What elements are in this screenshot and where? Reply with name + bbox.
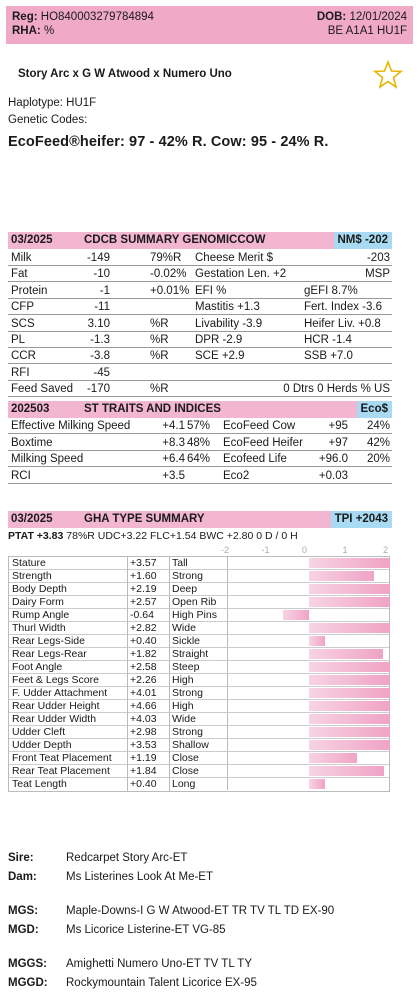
type-trait-row (9, 700, 389, 713)
cdcb-cell: Gestation Len. +2 (195, 268, 287, 281)
reg-number: HO840003279784894 (40, 11, 154, 23)
trait-bar (309, 766, 384, 776)
type-trait-row (9, 596, 389, 609)
type-trait-row (9, 726, 389, 739)
cdcb-cell: 79%R (150, 252, 182, 264)
type-trait-row (9, 609, 389, 622)
trait-bar (309, 675, 390, 685)
cdcb-cell: -170 (86, 383, 110, 396)
trait-bar (309, 584, 390, 594)
nm-dollar-badge: NM$ -202 (334, 232, 393, 249)
gha-title: GHA TYPE SUMMARY (84, 513, 205, 525)
cdcb-cell: +0.01% (150, 284, 190, 297)
trait-descriptor: High (169, 674, 227, 687)
trait-name: Rear Teat Placement (12, 765, 110, 777)
trait-bar (309, 727, 390, 737)
cdcb-row (8, 266, 392, 282)
trait-bar (309, 649, 383, 659)
cdcb-cell: SCS (11, 317, 35, 330)
st-cell: RCI (11, 469, 31, 482)
cdcb-cell: gEFI 8.7% (304, 284, 358, 297)
cdcb-row (8, 283, 392, 299)
eco-dollar-badge: Eco$ (357, 401, 393, 418)
pedigree-label: MGD: (8, 924, 39, 936)
animal-header (6, 6, 413, 44)
type-trait-row (9, 713, 389, 726)
type-traits-table (8, 556, 390, 792)
pedigree-name: Amighetti Numero Uno-ET TV TL TY (66, 958, 252, 970)
cdcb-cell: %R (150, 383, 169, 396)
trait-bar-area (227, 622, 389, 634)
ecofeed-summary: EcoFeed®heifer: 97 - 42% R. Cow: 95 - 24% R. (8, 134, 329, 150)
trait-name: Feet & Legs Score (12, 674, 99, 686)
type-trait-row (9, 570, 389, 583)
st-cell: +3.5 (162, 469, 185, 482)
pedigree-label: MGGS: (8, 958, 47, 970)
st-cell: +6.4 (162, 453, 185, 465)
cdcb-cell: %R (150, 350, 169, 363)
rha-value: % (43, 25, 55, 37)
cdcb-cell: EFI % (195, 284, 227, 297)
trait-name: Rump Angle (12, 609, 70, 621)
st-cell: 48% (187, 436, 211, 449)
type-trait-row (9, 765, 389, 778)
trait-name: Rear Legs-Rear (12, 648, 87, 660)
ptat-details: 78%R UDC+3.22 FLC+1.54 BWC +2.80 0 D / 0 H (66, 530, 298, 542)
trait-bar (309, 753, 357, 763)
cdcb-cell: Mastitis +1.3 (195, 301, 260, 314)
st-date: 202503 (11, 403, 50, 415)
trait-value: +4.66 (127, 700, 169, 713)
cdcb-cell: 0 Dtrs 0 Herds % US (283, 383, 390, 396)
type-trait-row (9, 583, 389, 596)
tpi-badge: TPI +2043 (331, 511, 392, 528)
type-trait-row (9, 687, 389, 700)
cdcb-cell: DPR -2.9 (195, 334, 243, 346)
st-cell: EcoFeed Cow (223, 420, 296, 432)
pedigree-name: Maple-Downs-I G W Atwood-ET TR TV TL TD EX-90 (66, 905, 335, 917)
trait-descriptor: Tall (169, 557, 227, 570)
cdcb-row (8, 299, 392, 315)
cdcb-cell: SSB +7.0 (304, 350, 353, 363)
st-cell: +4.1 (162, 420, 185, 432)
trait-descriptor: Open Rib (169, 596, 227, 609)
st-cell: 24% (366, 420, 390, 432)
trait-value: +1.84 (127, 765, 169, 778)
st-row (8, 451, 392, 467)
trait-bar (309, 571, 374, 581)
favorite-star-icon[interactable] (373, 60, 403, 90)
cdcb-cell: -1.3 (90, 334, 110, 346)
trait-descriptor: Wide (169, 622, 227, 635)
cdcb-cell: Fat (11, 268, 28, 281)
cdcb-cell: PL (11, 334, 26, 346)
trait-bar (309, 779, 325, 789)
pedigree-label: MGGD: (8, 977, 48, 989)
pedigree-label: Dam: (8, 871, 37, 883)
trait-name: Strength (12, 570, 52, 582)
st-traits-header (8, 401, 392, 418)
cdcb-cell: CCR (11, 350, 36, 363)
type-trait-row (9, 778, 389, 791)
st-cell: Ecofeed Life (223, 453, 287, 465)
cdcb-cell: Feed Saved (11, 383, 74, 396)
st-cell: +97 (328, 436, 348, 449)
trait-bar-area (227, 713, 389, 725)
genetic-codes: Genetic Codes: (8, 114, 88, 126)
cdcb-row (8, 381, 392, 397)
trait-name: Rear Legs-Side (12, 635, 85, 647)
trait-value: +2.19 (127, 583, 169, 596)
trait-bar-area (227, 570, 389, 582)
trait-descriptor: Steep (169, 661, 227, 674)
st-cell: 57% (187, 420, 211, 432)
cdcb-cell: CFP (11, 301, 34, 314)
st-cell: Effective Milking Speed (11, 420, 131, 432)
trait-descriptor: Long (169, 778, 227, 791)
st-cell: +96.0 (318, 453, 348, 465)
cdcb-cell: %R (150, 317, 169, 330)
dob-label: DOB: (316, 11, 347, 23)
cdcb-row (8, 348, 392, 364)
trait-descriptor: Deep (169, 583, 227, 596)
type-trait-row (9, 752, 389, 765)
st-cell: Boxtime (11, 436, 53, 449)
trait-name: Teat Length (12, 778, 67, 790)
trait-descriptor: High (169, 700, 227, 713)
pedigree-name: Ms Licorice Listerine-ET VG-85 (66, 924, 226, 936)
st-row (8, 468, 392, 484)
trait-name: Body Depth (12, 583, 67, 595)
trait-name: Udder Depth (12, 739, 72, 751)
trait-value: +3.57 (127, 557, 169, 570)
trait-bar-area (227, 609, 389, 621)
trait-value: +1.60 (127, 570, 169, 583)
trait-bar (309, 714, 390, 724)
st-cell: 20% (366, 453, 390, 465)
trait-value: +4.01 (127, 687, 169, 700)
type-trait-row (9, 622, 389, 635)
trait-value: +0.40 (127, 635, 169, 648)
trait-name: Rear Udder Width (12, 713, 97, 725)
trait-value: +4.03 (127, 713, 169, 726)
cdcb-cell: HCR -1.4 (304, 334, 352, 346)
rha-label: RHA: (12, 25, 41, 37)
trait-bar-area (227, 635, 389, 647)
cdcb-cell: Fert. Index -3.6 (304, 301, 382, 314)
type-trait-row (9, 661, 389, 674)
trait-bar (309, 623, 390, 633)
trait-descriptor: High Pins (169, 609, 227, 622)
cdcb-cell: Cheese Merit $ (195, 252, 273, 264)
cdcb-row (8, 316, 392, 332)
trait-value: +2.98 (127, 726, 169, 739)
cdcb-cell: -0.02% (150, 268, 187, 281)
trait-bar-area (227, 700, 389, 712)
cdcb-cell: %R (150, 334, 169, 346)
trait-bar-area (227, 752, 389, 764)
trait-bar-area (227, 596, 389, 608)
cdcb-cell: Heifer Liv. +0.8 (304, 317, 381, 330)
trait-descriptor: Strong (169, 726, 227, 739)
trait-bar (309, 558, 390, 568)
trait-bar (309, 597, 390, 607)
cdcb-cell: -3.8 (90, 350, 110, 363)
cdcb-summary-header (8, 232, 392, 249)
cdcb-cell: Protein (11, 284, 48, 297)
trait-name: Rear Udder Height (12, 700, 100, 712)
pedigree-name: Redcarpet Story Arc-ET (66, 852, 188, 864)
trait-descriptor: Sickle (169, 635, 227, 648)
trait-bar-area (227, 687, 389, 699)
trait-name: Foot Angle (12, 661, 63, 673)
trait-bar (283, 610, 309, 620)
trait-bar-area (227, 661, 389, 673)
trait-bar-area (227, 778, 389, 790)
trait-value: +2.58 (127, 661, 169, 674)
cdcb-cell: -10 (93, 268, 110, 281)
haplotype: Haplotype: HU1F (8, 97, 97, 109)
type-trait-row (9, 557, 389, 570)
st-cell: +8.3 (162, 436, 185, 449)
scale-tick-label: 1 (342, 545, 348, 555)
cdcb-title: CDCB SUMMARY GENOMICCOW (84, 234, 266, 246)
cdcb-cell: Livability -3.9 (195, 317, 263, 330)
cdcb-cell: -203 (366, 252, 390, 264)
trait-name: Front Teat Placement (12, 752, 112, 764)
trait-bar (309, 662, 390, 672)
type-trait-row (9, 739, 389, 752)
dob-value: 12/01/2024 (349, 11, 407, 23)
trait-value: +2.26 (127, 674, 169, 687)
cdcb-row (8, 365, 392, 381)
trait-bar-area (227, 583, 389, 595)
trait-descriptor: Shallow (169, 739, 227, 752)
trait-descriptor: Strong (169, 687, 227, 700)
pedigree-label: Sire: (8, 852, 34, 864)
cdcb-cell: MSP (365, 268, 390, 281)
st-cell: 64% (187, 453, 211, 465)
scale-tick-label: -1 (261, 545, 270, 555)
trait-value: +2.57 (127, 596, 169, 609)
cdcb-row (8, 332, 392, 348)
st-title: ST TRAITS AND INDICES (84, 403, 221, 415)
st-cell: 42% (366, 436, 390, 449)
trait-bar-area (227, 726, 389, 738)
st-row (8, 435, 392, 451)
scale-tick-label: 0 (302, 545, 308, 555)
type-trait-row (9, 635, 389, 648)
trait-name: Udder Cleft (12, 726, 66, 738)
cdcb-row (8, 250, 392, 266)
st-row (8, 418, 392, 434)
pedigree-name: Ms Listerines Look At Me-ET (66, 871, 213, 883)
gha-date: 03/2025 (11, 513, 53, 525)
scale-tick-label: -2 (221, 545, 230, 555)
pedigree-label: MGS: (8, 905, 39, 917)
cdcb-cell: 3.10 (87, 317, 110, 330)
trait-descriptor: Straight (169, 648, 227, 661)
trait-bar (309, 740, 390, 750)
type-trait-row (9, 648, 389, 661)
type-trait-row (9, 674, 389, 687)
cdcb-date: 03/2025 (11, 234, 53, 246)
st-cell: +0.03 (318, 469, 348, 482)
gha-type-header (8, 511, 392, 528)
trait-value: +2.82 (127, 622, 169, 635)
cdcb-cell: SCE +2.9 (195, 350, 245, 363)
trait-bar-area (227, 674, 389, 686)
cdcb-cell: -11 (94, 301, 110, 314)
ptat-value: PTAT +3.83 (8, 530, 64, 542)
cdcb-cell: -45 (93, 366, 110, 379)
trait-bar (309, 701, 390, 711)
trait-descriptor: Close (169, 752, 227, 765)
trait-bar (309, 688, 390, 698)
trait-descriptor: Close (169, 765, 227, 778)
trait-name: Stature (12, 557, 46, 569)
st-cell: +95 (328, 420, 348, 432)
trait-value: +3.53 (127, 739, 169, 752)
cdcb-cell: Milk (11, 252, 32, 264)
trait-bar-area (227, 557, 389, 569)
st-cell: Eco2 (223, 469, 250, 482)
trait-descriptor: Wide (169, 713, 227, 726)
trait-bar (309, 636, 325, 646)
genetic-codes-header: BE A1A1 HU1F (327, 25, 407, 37)
trait-value: -0.64 (127, 609, 169, 622)
reg-label: Reg: (12, 11, 38, 23)
animal-name: Story Arc x G W Atwood x Numero Uno (18, 68, 232, 80)
trait-value: +1.19 (127, 752, 169, 765)
scale-tick-label: 2 (383, 545, 389, 555)
st-cell: Milking Speed (11, 453, 84, 465)
trait-bar-area (227, 648, 389, 660)
trait-name: F. Udder Attachment (12, 687, 108, 699)
cdcb-cell: -1 (99, 284, 110, 297)
pedigree-name: Rockymountain Talent Licorice EX-95 (66, 977, 257, 989)
trait-name: Dairy Form (12, 596, 64, 608)
trait-bar-area (227, 739, 389, 751)
title-row (18, 66, 398, 88)
st-cell: EcoFeed Heifer (223, 436, 303, 449)
cdcb-cell: -149 (86, 252, 110, 264)
ptat-summary (8, 530, 298, 542)
trait-bar-area (227, 765, 389, 777)
trait-value: +1.82 (127, 648, 169, 661)
trait-descriptor: Strong (169, 570, 227, 583)
trait-value: +0.40 (127, 778, 169, 791)
cdcb-cell: RFI (11, 366, 30, 379)
trait-name: Thurl Width (12, 622, 66, 634)
